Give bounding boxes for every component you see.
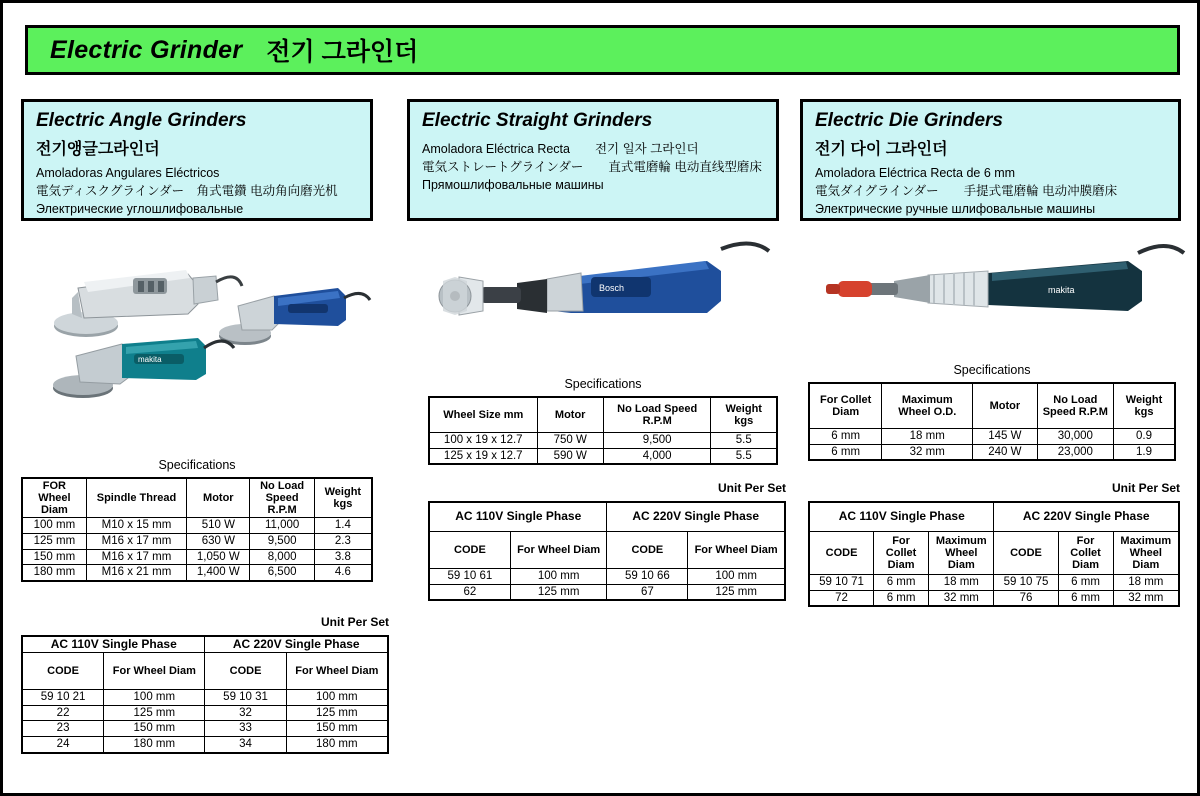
col-weight: Weight kgs [314, 478, 372, 518]
col-for-collet-diam: For Collet Diam [1058, 532, 1113, 575]
cell-diam: 100 mm [510, 569, 607, 585]
cell-diam: 100 mm [22, 518, 86, 534]
cell-motor: 1,400 W [187, 565, 250, 581]
col-code: CODE [809, 532, 874, 575]
code-table-straight [428, 501, 786, 601]
code-table-angle [21, 635, 389, 754]
cell-thread: M16 x 17 mm [86, 533, 186, 549]
cell-weight: 5.5 [711, 433, 777, 449]
table-row [22, 690, 388, 706]
col-for-wheel-diam: For Wheel Diam [104, 653, 205, 690]
cell-rpm: 4,000 [603, 448, 711, 464]
table-row [809, 429, 1175, 445]
cell-diam: 180 mm [104, 737, 205, 753]
cell-code: 33 [205, 721, 286, 737]
spec-table-straight [428, 396, 778, 465]
cell-wheel-od: 32 mm [882, 444, 973, 460]
col-code: CODE [205, 653, 286, 690]
cell-code: 62 [429, 584, 510, 600]
spec-table-die [808, 382, 1176, 461]
cell-rpm: 30,000 [1037, 429, 1113, 445]
cell-code: 22 [22, 705, 104, 721]
group-220v: AC 220V Single Phase [607, 502, 785, 532]
cell-wheel-diam: 32 mm [929, 590, 994, 606]
col-motor: Motor [187, 478, 250, 518]
col-max-wheel-diam: Maximum Wheel Diam [1113, 532, 1179, 575]
table-header-row [22, 478, 372, 518]
cell-rpm: 11,000 [250, 518, 314, 534]
svg-text:makita: makita [1048, 285, 1075, 295]
col-for-collet-diam: For Collet Diam [874, 532, 929, 575]
table-row [429, 584, 785, 600]
cell-code: 59 10 61 [429, 569, 510, 585]
table-header-row [22, 636, 388, 653]
svg-text:Bosch: Bosch [599, 283, 625, 293]
col-code: CODE [994, 532, 1058, 575]
cell-code: 34 [205, 737, 286, 753]
section-line-es: Amoladora Eléctrica Recta 전기 일자 그라인더 [422, 142, 699, 156]
cell-code: 32 [205, 705, 286, 721]
cell-weight: 5.5 [711, 448, 777, 464]
spec-caption-die: Specifications [953, 363, 1031, 377]
col-for-wheel-diam: For Wheel Diam [286, 653, 388, 690]
spec-table-angle [21, 477, 373, 582]
cell-rpm: 6,500 [250, 565, 314, 581]
cell-motor: 240 W [973, 444, 1037, 460]
col-motor: Motor [973, 383, 1037, 429]
cell-motor: 590 W [537, 448, 603, 464]
col-for-collet-diam: For Collet Diam [809, 383, 882, 429]
cell-rpm: 23,000 [1037, 444, 1113, 460]
table-row [429, 448, 777, 464]
angle-grinder-blue-image [219, 288, 370, 345]
table-row [22, 737, 388, 753]
cell-diam: 125 mm [22, 533, 86, 549]
page-title-en: Electric Grinder [50, 35, 243, 64]
table-row [22, 705, 388, 721]
angle-grinder-photo-group [38, 248, 378, 448]
cell-wheel-diam: 18 mm [929, 575, 994, 591]
table-row [809, 590, 1179, 606]
angle-grinder-teal-image [53, 338, 234, 398]
section-title-en: Electric Die Grinders [815, 110, 1003, 131]
cell-thread: M10 x 15 mm [86, 518, 186, 534]
straight-grinder-photo [421, 231, 771, 361]
cell-collet: 6 mm [1058, 590, 1113, 606]
table-row [22, 533, 372, 549]
cell-code: 59 10 31 [205, 690, 286, 706]
cell-diam: 100 mm [286, 690, 388, 706]
cell-weight: 1.4 [314, 518, 372, 534]
cell-thread: M16 x 21 mm [86, 565, 186, 581]
col-spindle-thread: Spindle Thread [86, 478, 186, 518]
cell-code: 59 10 75 [994, 575, 1058, 591]
die-grinder-photo [798, 231, 1188, 351]
cell-code: 67 [607, 584, 688, 600]
col-code: CODE [607, 532, 688, 569]
cell-motor: 1,050 W [187, 549, 250, 565]
page-title-ko: 전기 그라인더 [266, 38, 419, 66]
cell-diam: 180 mm [22, 565, 86, 581]
spec-caption-straight: Specifications [564, 377, 642, 391]
cell-diam: 150 mm [104, 721, 205, 737]
section-line-ru: Электрические ручные шлифовальные машины [815, 202, 1096, 217]
section-line-cjk: 電気ダイグラインダー 手提式電磨輪 电动冲膜磨床 [815, 184, 1118, 199]
cell-wheel-size: 125 x 19 x 12.7 [429, 448, 537, 464]
table-row [22, 565, 372, 581]
angle-grinder-silver-image [54, 270, 242, 337]
cell-thread: M16 x 17 mm [86, 549, 186, 565]
cell-diam: 125 mm [104, 705, 205, 721]
cell-weight: 2.3 [314, 533, 372, 549]
section-line-ru: Прямошлифовальные машины [422, 178, 604, 193]
cell-weight: 4.6 [314, 565, 372, 581]
section-line-es: Amoladoras Angulares Eléctricos [36, 166, 220, 180]
cell-motor: 630 W [187, 533, 250, 549]
table-row [429, 569, 785, 585]
cell-weight: 0.9 [1114, 429, 1175, 445]
cell-diam: 150 mm [286, 721, 388, 737]
svg-text:makita: makita [138, 355, 162, 364]
table-header-row [429, 502, 785, 532]
cell-weight: 1.9 [1114, 444, 1175, 460]
section-title-ko: 전기앵글그라인더 [36, 141, 160, 158]
unit-caption-straight: Unit Per Set [717, 481, 786, 495]
group-220v: AC 220V Single Phase [205, 636, 388, 653]
cell-weight: 3.8 [314, 549, 372, 565]
cell-code: 59 10 21 [22, 690, 104, 706]
unit-caption-angle: Unit Per Set [320, 615, 389, 629]
cell-diam: 100 mm [688, 569, 785, 585]
col-for-wheel-diam: FOR Wheel Diam [22, 478, 86, 518]
col-max-wheel-od: Maximum Wheel O.D. [882, 383, 973, 429]
cell-diam: 150 mm [22, 549, 86, 565]
cell-code: 76 [994, 590, 1058, 606]
col-code: CODE [22, 653, 104, 690]
section-title-en: Electric Angle Grinders [36, 110, 247, 131]
section-title-angle-grinders [21, 99, 373, 221]
cell-collet: 6 mm [874, 590, 929, 606]
section-line-es: Amoladora Eléctrica Recta de 6 mm [815, 166, 1016, 180]
group-110v: AC 110V Single Phase [809, 502, 994, 532]
col-no-load-speed: No Load Speed R.P.M [603, 397, 711, 433]
cell-diam: 125 mm [688, 584, 785, 600]
cell-diam: 100 mm [104, 690, 205, 706]
cell-diam: 180 mm [286, 737, 388, 753]
col-motor: Motor [537, 397, 603, 433]
table-header-row [22, 653, 388, 690]
cell-rpm: 8,000 [250, 549, 314, 565]
table-row [22, 518, 372, 534]
cell-code: 59 10 66 [607, 569, 688, 585]
col-code: CODE [429, 532, 510, 569]
cell-wheel-size: 100 x 19 x 12.7 [429, 433, 537, 449]
cell-code: 23 [22, 721, 104, 737]
col-wheel-size: Wheel Size mm [429, 397, 537, 433]
cell-code: 59 10 71 [809, 575, 874, 591]
cell-code: 24 [22, 737, 104, 753]
section-title-die-grinders [800, 99, 1181, 221]
cell-diam: 125 mm [510, 584, 607, 600]
group-220v: AC 220V Single Phase [994, 502, 1179, 532]
table-header-row [429, 532, 785, 569]
code-table-die [808, 501, 1180, 607]
cell-code: 72 [809, 590, 874, 606]
cell-collet: 6 mm [1058, 575, 1113, 591]
section-title-straight-grinders [407, 99, 779, 221]
cell-collet: 6 mm [874, 575, 929, 591]
section-title-en: Electric Straight Grinders [422, 110, 653, 131]
table-row [429, 433, 777, 449]
section-line-cjk: 電気ディスクグラインダー 角式電鑽 电动角向磨光机 [36, 184, 338, 199]
section-line-ru: Электрические углошлифовальные [36, 202, 244, 217]
col-for-wheel-diam: For Wheel Diam [688, 532, 785, 569]
cell-rpm: 9,500 [603, 433, 711, 449]
col-weight: Weight kgs [1114, 383, 1175, 429]
spec-caption-angle: Specifications [158, 458, 236, 472]
cell-wheel-od: 18 mm [882, 429, 973, 445]
cell-motor: 750 W [537, 433, 603, 449]
group-110v: AC 110V Single Phase [429, 502, 607, 532]
col-for-wheel-diam: For Wheel Diam [510, 532, 607, 569]
col-weight: Weight kgs [711, 397, 777, 433]
table-row [809, 444, 1175, 460]
cell-motor: 145 W [973, 429, 1037, 445]
cell-motor: 510 W [187, 518, 250, 534]
group-110v: AC 110V Single Phase [22, 636, 205, 653]
cell-rpm: 9,500 [250, 533, 314, 549]
table-header-row [809, 502, 1179, 532]
table-header-row [429, 397, 777, 433]
cell-wheel-diam: 18 mm [1113, 575, 1179, 591]
col-no-load-speed: No Load Speed R.P.M [1037, 383, 1113, 429]
table-row [809, 575, 1179, 591]
table-row [22, 721, 388, 737]
section-line-cjk: 電気ストレートグラインダー 直式電磨輪 电动直线型磨床 [422, 160, 762, 175]
col-max-wheel-diam: Maximum Wheel Diam [929, 532, 994, 575]
table-row [22, 549, 372, 565]
table-header-row [809, 383, 1175, 429]
cell-diam: 125 mm [286, 705, 388, 721]
table-header-row [809, 532, 1179, 575]
cell-collet: 6 mm [809, 429, 882, 445]
unit-caption-die: Unit Per Set [1111, 481, 1180, 495]
section-title-ko: 전기 다이 그라인더 [815, 141, 948, 158]
cell-collet: 6 mm [809, 444, 882, 460]
cell-wheel-diam: 32 mm [1113, 590, 1179, 606]
col-no-load-speed: No Load Speed R.P.M [250, 478, 314, 518]
page-title-banner [25, 25, 1180, 75]
